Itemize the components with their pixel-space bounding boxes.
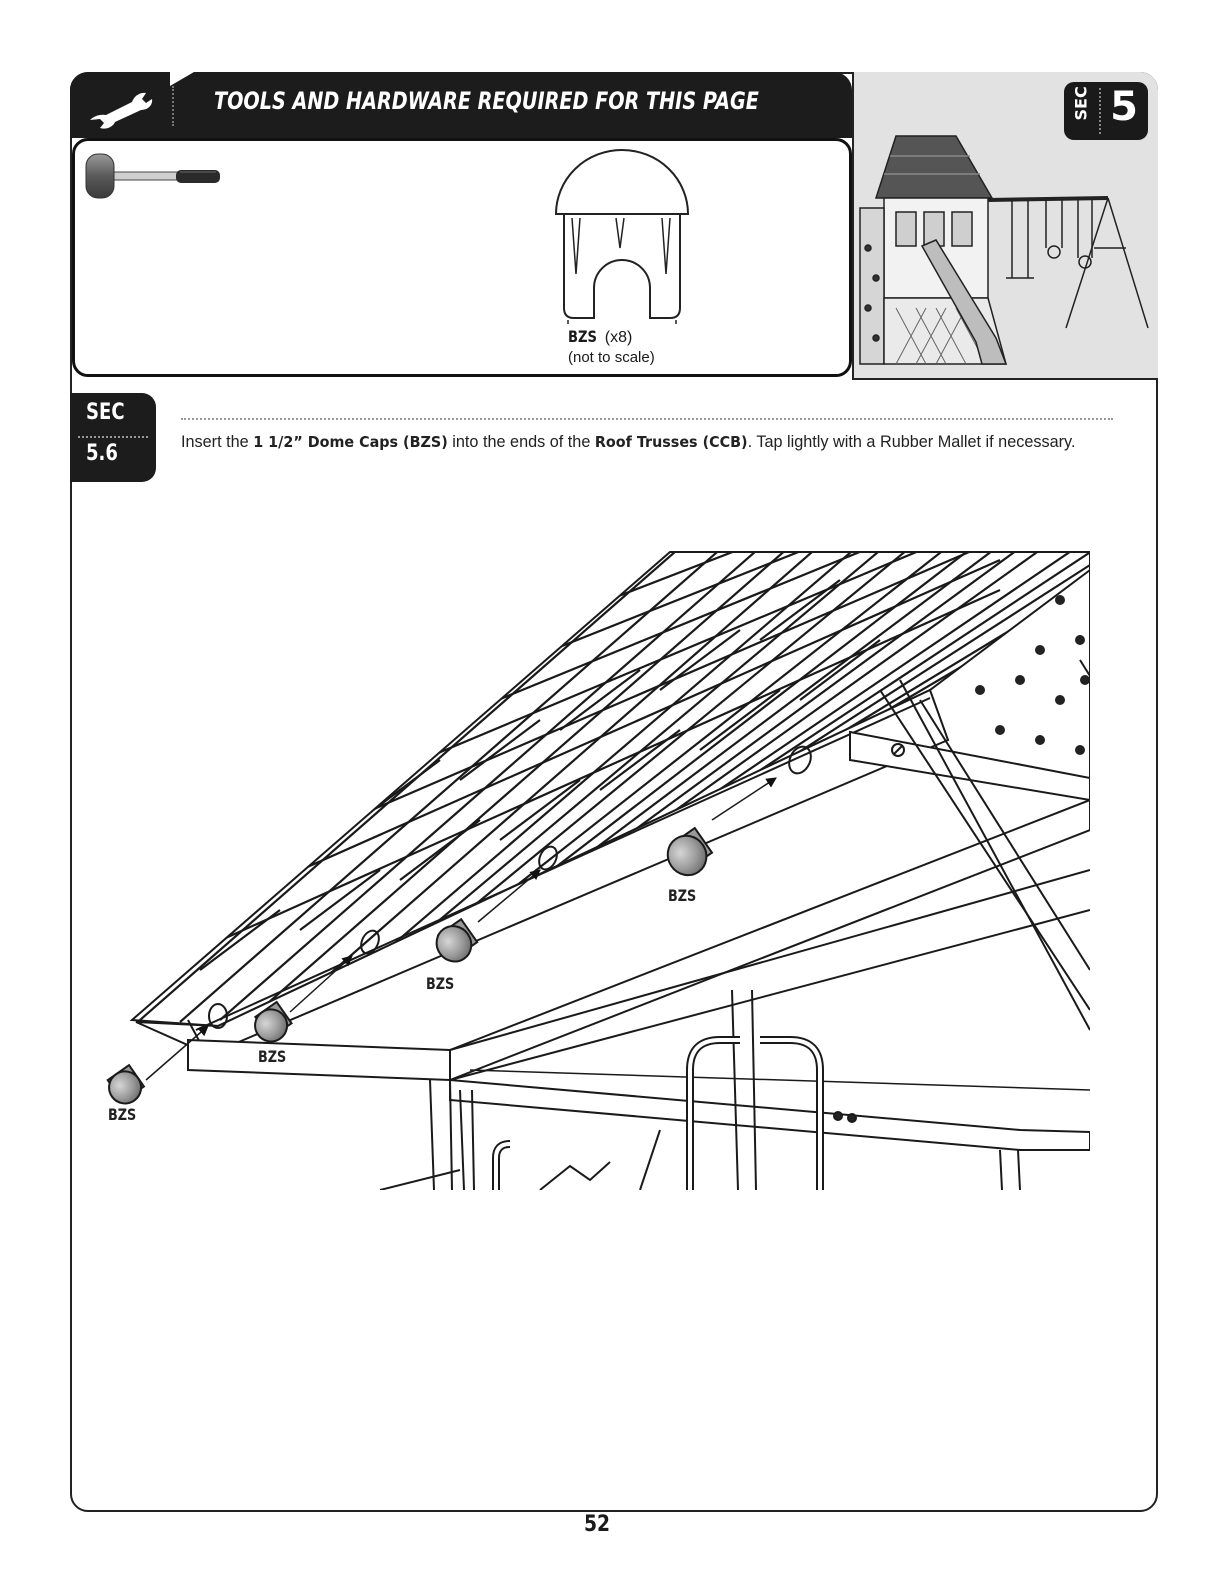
instruction-bold-dome-caps: 1 1/2” Dome Caps (BZS) (253, 433, 448, 451)
part-scale-note: (not to scale) (568, 349, 655, 366)
instruction-text-1: Insert the (181, 432, 254, 451)
tools-header-bar (70, 72, 852, 138)
page-number: 52 (583, 1512, 611, 1537)
tools-title: TOOLS AND HARDWARE REQUIRED FOR THIS PAGE (214, 87, 759, 115)
callout-bzs-3: BZS (426, 974, 455, 993)
step-number: 5.6 (86, 441, 118, 466)
step-badge-divider (78, 436, 148, 438)
callout-bzs-4: BZS (668, 886, 697, 905)
section-badge-number: 5 (1110, 84, 1138, 130)
section-badge-label: SEC (1071, 86, 1091, 121)
callout-bzs-2: BZS (258, 1047, 287, 1066)
dome-cap-icon (550, 148, 694, 326)
step-instruction (181, 432, 1075, 452)
instruction-text-3: . Tap lightly with a Rubber Mallet if necessary. (747, 432, 1076, 451)
part-label (568, 327, 632, 347)
wrench-icon (86, 82, 160, 130)
playset-thumbnail-image (856, 128, 1154, 374)
assembly-illustration (100, 550, 1090, 1190)
part-quantity: (x8) (604, 329, 633, 346)
part-code: BZS (568, 327, 597, 346)
rubber-mallet-icon (84, 150, 224, 202)
instruction-text-2: into the ends of the (447, 432, 595, 451)
section-badge-divider (1099, 88, 1101, 134)
instruction-divider (181, 418, 1113, 420)
step-sec-label: SEC (86, 400, 125, 425)
header-divider (172, 86, 174, 126)
callout-bzs-1: BZS (108, 1105, 137, 1124)
instruction-bold-roof-trusses: Roof Trusses (CCB) (594, 433, 748, 451)
